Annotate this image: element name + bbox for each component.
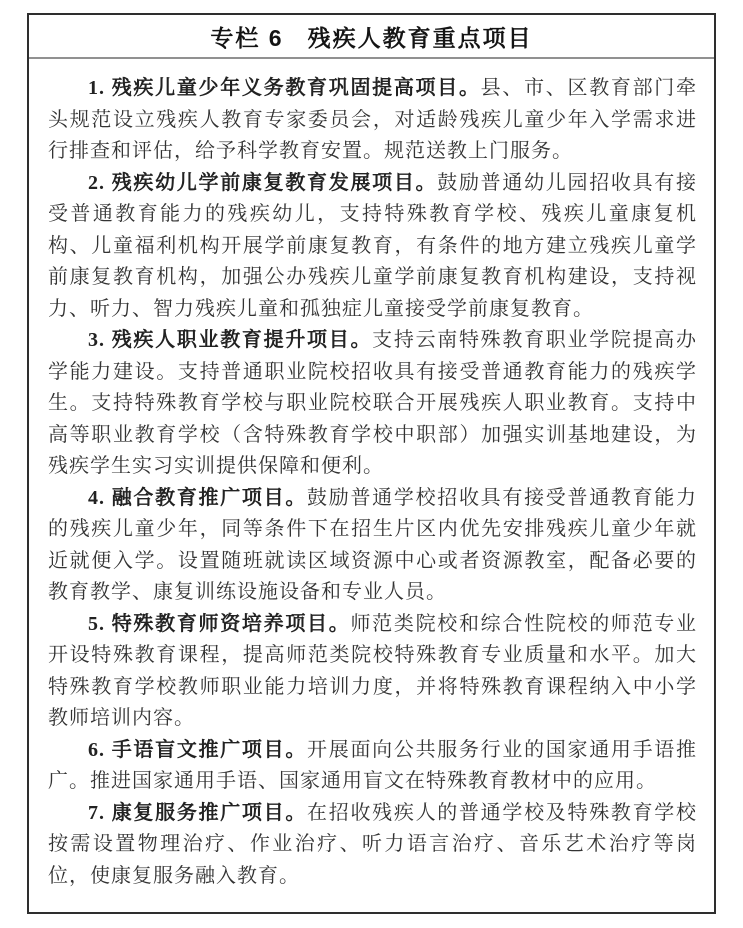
paragraph-1-lead: 1. 残疾儿童少年义务教育巩固提高项目。 (88, 77, 481, 99)
box-body (29, 59, 714, 892)
box-title (29, 15, 714, 59)
paragraph-3: 3. 残疾人职业教育提升项目。支持云南特殊教育职业学院提高办学能力建设。支持普通职业院校招收具有接受普通教育能力的残疾学生。支持特殊教育学校与职业院校联合开展残疾人职业教育。支持中高等职业教育学校（含特殊教育学校中职部）加强实训基地建设，为残疾学生实习实训提供保障和便利。 (48, 329, 698, 477)
paragraph-5: 5. 特殊教育师资培养项目。师范类院校和综合性院校的师范专业开设特殊教育课程，提高师范类院校特殊教育专业质量和水平。加大特殊教育学校教师职业能力培训力度，并将特殊教育课程纳入中小学教师培训内容。 (48, 612, 698, 729)
paragraph-3-lead: 3. 残疾人职业教育提升项目。 (88, 329, 373, 351)
paragraph-4: 4. 融合教育推广项目。鼓励普通学校招收具有接受普通教育能力的残疾儿童少年，同等条件下在招生片区内优先安排残疾儿童少年就近就便入学。设置随班就读区域资源中心或者资源教室，配备必要的教育教学、康复训练设施设备和专业人员。 (48, 486, 698, 603)
paragraph-6: 6. 手语盲文推广项目。开展面向公共服务行业的国家通用手语推广。推进国家通用手语、国家通用盲文在特殊教育教材中的应用。 (48, 738, 698, 792)
column-box (27, 13, 716, 914)
paragraph-2: 2. 残疾幼儿学前康复教育发展项目。鼓励普通幼儿园招收具有接受普通教育能力的残疾幼儿，支持特殊教育学校、残疾儿童康复机构、儿童福利机构开展学前康复教育，有条件的地方建立残疾儿童学前康复教育机构，加强公办残疾儿童学前康复教育机构建设，支持视力、听力、智力残疾儿童和孤独症儿童接受学前康复教育。 (48, 171, 698, 320)
paragraph-5-lead: 5. 特殊教育师资培养项目。 (88, 612, 351, 635)
paragraph-2-lead: 2. 残疾幼儿学前康复教育发展项目。 (88, 171, 438, 194)
paragraph-7: 7. 康复服务推广项目。在招收残疾人的普通学校及特殊教育学校按需设置物理治疗、作业治疗、听力语言治疗、音乐艺术治疗等岗位，使康复服务融入教育。 (48, 801, 698, 887)
paragraph-6-lead: 6. 手语盲文推广项目。 (88, 738, 308, 761)
paragraph-4-lead: 4. 融合教育推广项目。 (88, 486, 308, 509)
box-title-label: 专栏 6 (210, 24, 284, 51)
paragraph-1: 1. 残疾儿童少年义务教育巩固提高项目。县、市、区教育部门牵头规范设立残疾人教育专家委员会，对适龄残疾儿童少年入学需求进行排查和评估，给予科学教育安置。规范送教上门服务。 (48, 77, 698, 162)
paragraph-7-lead: 7. 康复服务推广项目。 (88, 801, 308, 824)
box-title-text: 残疾人教育重点项目 (307, 24, 533, 51)
